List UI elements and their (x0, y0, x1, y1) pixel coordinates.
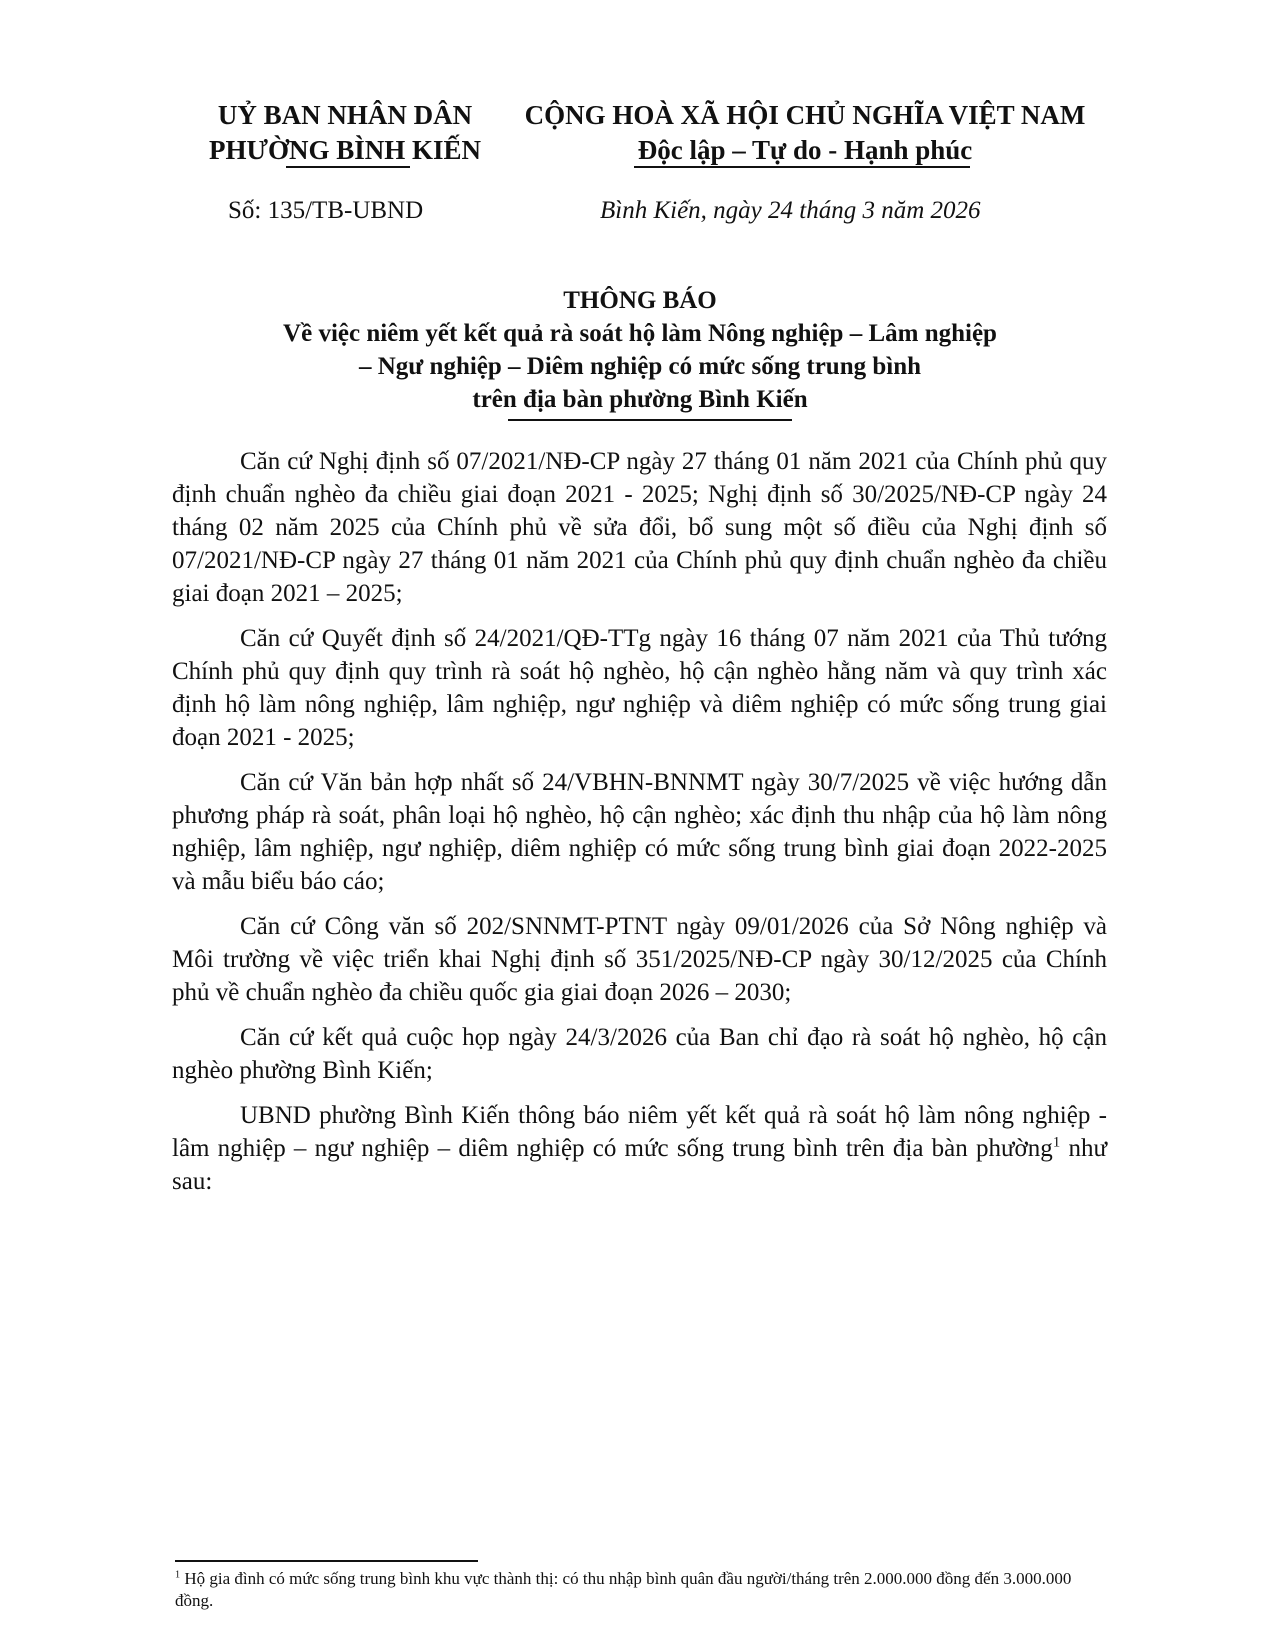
title-subject-line-2: – Ngư nghiệp – Diêm nghiệp có mức sống trung bình (358, 353, 922, 380)
title-subject-line-1: Về việc niêm yết kết quả rà soát hộ làm Nông nghiệp – Lâm nghiệp (283, 320, 997, 347)
footnote-text: Hộ gia đình có mức sống trung bình khu vực thành thị: có thu nhập bình quân đầu người/tháng trên 2.000.000 đồng đến 3.000.000 đồng. (175, 1569, 1072, 1610)
paragraph-legal-basis-1: Căn cứ Nghị định số 07/2021/NĐ-CP ngày 27 tháng 01 năm 2021 của Chính phủ quy định chuẩn nghèo đa chiều giai đoạn 2021 - 2025; Nghị định số 30/2025/NĐ-CP ngày 24 tháng 02 năm 2025 của Chính phủ về sửa đổi, bổ sung một số điều của Nghị định số 07/2021/NĐ-CP ngày 27 tháng 01 năm 2021 của Chính phủ quy định chuẩn nghèo đa chiều giai đoạn 2021 – 2025; (172, 448, 1107, 607)
document-body (172, 445, 1107, 1210)
title-underline (508, 419, 792, 421)
announcement-text-end: như sau: (172, 1135, 1107, 1195)
motto: Độc lập – Tự do - Hạnh phúc (637, 135, 973, 165)
place-and-date: Bình Kiến, ngày 24 tháng 3 năm 2026 (600, 197, 981, 224)
paragraph-legal-basis-5: Căn cứ kết quả cuộc họp ngày 24/3/2026 của Ban chỉ đạo rà soát hộ nghèo, hộ cận nghèo phường Bình Kiến; (172, 1024, 1107, 1084)
footnote-reference[interactable]: 1 (1052, 1134, 1061, 1151)
document-title (180, 284, 1100, 416)
footnote (175, 1568, 1110, 1612)
document-number: Số: 135/TB-UBND (228, 197, 424, 224)
title-subject-line-3: trên địa bàn phường Bình Kiến (472, 386, 808, 413)
paragraph-announcement (172, 1099, 1107, 1198)
authority-underline (286, 166, 410, 168)
authority-line-2: PHƯỜNG BÌNH KIẾN (208, 135, 482, 165)
footnote-number: 1 (175, 1569, 181, 1581)
motto-underline (634, 166, 970, 168)
authority-line-1: UỶ BAN NHÂN DÂN (217, 100, 473, 130)
paragraph-legal-basis-4: Căn cứ Công văn số 202/SNNMT-PTNT ngày 09/01/2026 của Sở Nông nghiệp và Môi trường về việc triển khai Nghị định số 351/2025/NĐ-CP ngày 30/12/2025 của Chính phủ về chuẩn nghèo đa chiều quốc gia giai đoạn 2026 – 2030; (172, 913, 1107, 1006)
paragraph-legal-basis-3: Căn cứ Văn bản hợp nhất số 24/VBHN-BNNMT ngày 30/7/2025 về việc hướng dẫn phương pháp rà soát, phân loại hộ nghèo, hộ cận nghèo; xác định thu nhập của hộ làm nông nghiệp, lâm nghiệp, ngư nghiệp, diêm nghiệp có mức sống trung bình giai đoạn 2022-2025 và mẫu biểu báo cáo; (172, 769, 1107, 895)
issuing-authority (190, 98, 500, 168)
national-motto (505, 98, 1105, 168)
nation-name: CỘNG HOÀ XÃ HỘI CHỦ NGHĨA VIỆT NAM (524, 100, 1086, 130)
paragraph-legal-basis-2: Căn cứ Quyết định số 24/2021/QĐ-TTg ngày 16 tháng 07 năm 2021 của Thủ tướng Chính phủ quy định quy trình rà soát hộ nghèo, hộ cận nghèo hằng năm và quy trình xác định hộ làm nông nghiệp, lâm nghiệp, ngư nghiệp và diêm nghiệp có mức sống trung giai đoạn 2021 - 2025; (172, 625, 1107, 751)
footnote-separator (175, 1560, 478, 1562)
title-heading: THÔNG BÁO (563, 287, 717, 314)
announcement-text: UBND phường Bình Kiến thông báo niêm yết kết quả rà soát hộ làm nông nghiệp - lâm nghiệp – ngư nghiệp – diêm nghiệp có mức sống trung bình trên địa bàn phường (172, 1102, 1107, 1162)
